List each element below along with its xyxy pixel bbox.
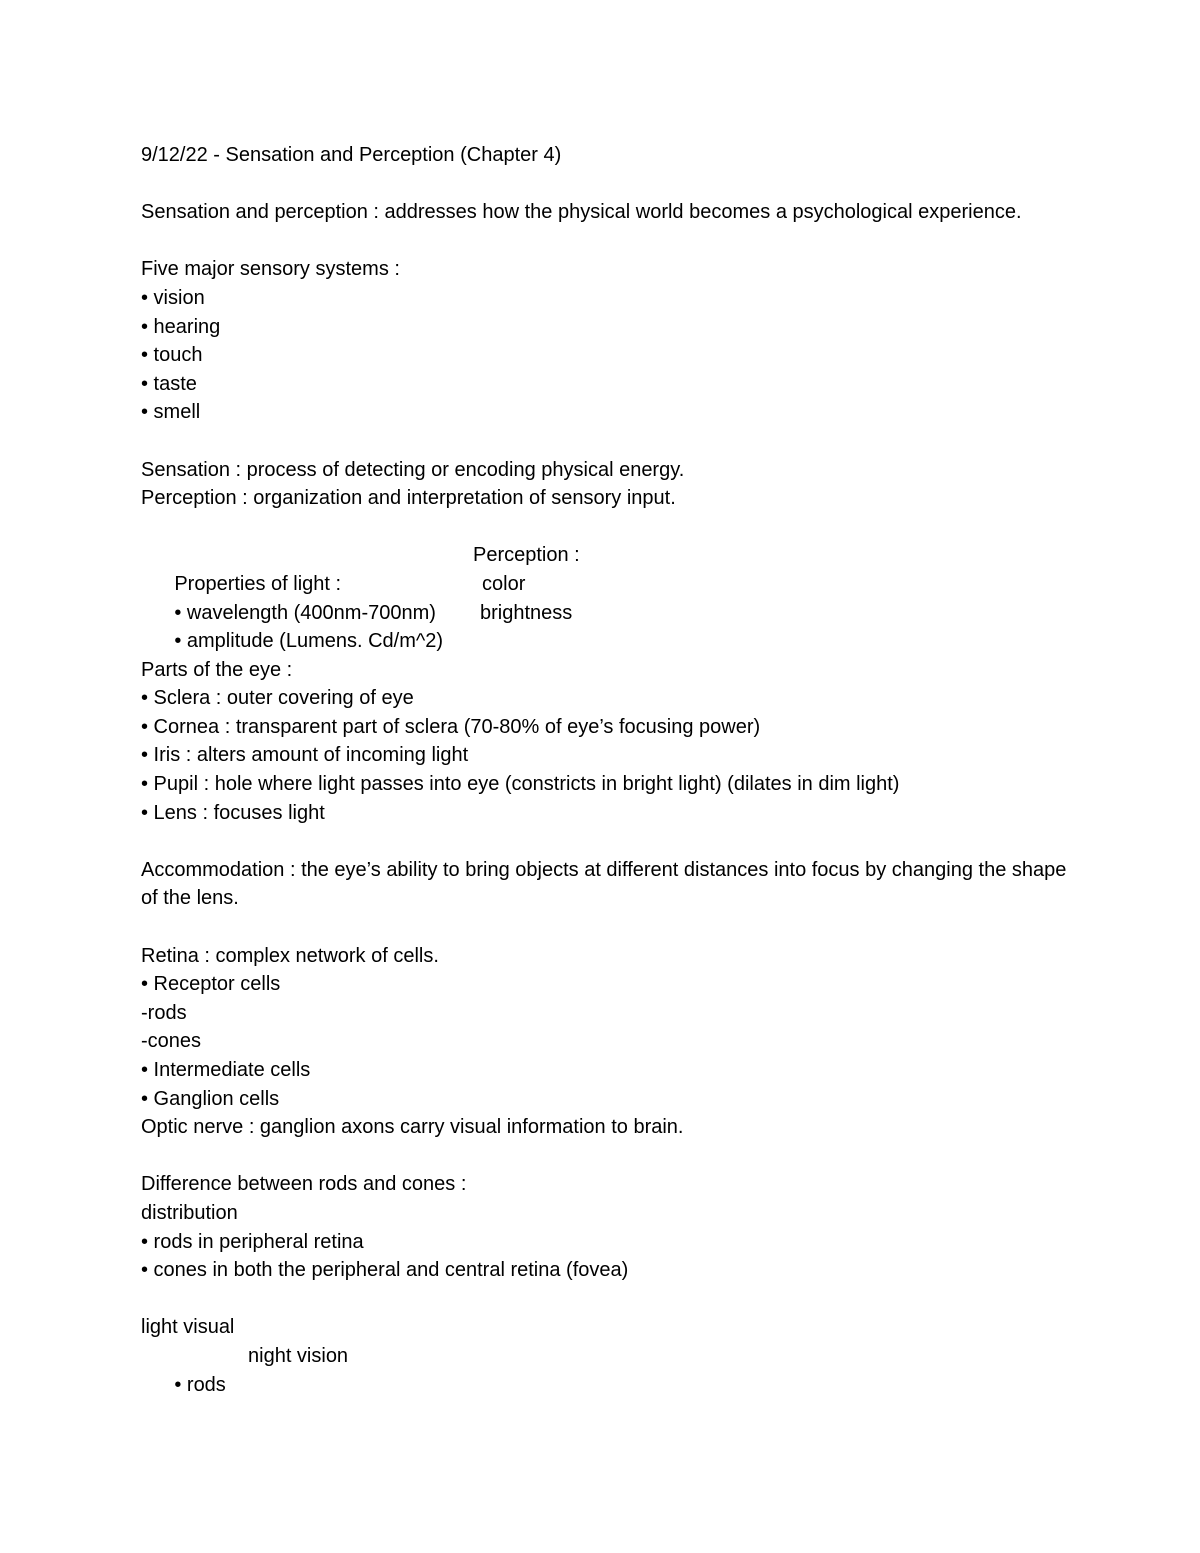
document-body	[141, 141, 1071, 1396]
distribution-subheading: distribution	[141, 1201, 238, 1224]
list-item: • Sclera : outer covering of eye	[141, 687, 414, 710]
eye-parts-heading: Parts of the eye :	[141, 658, 293, 681]
list-item: • Receptor cells	[141, 973, 281, 996]
list-item: • Ganglion cells	[141, 1087, 280, 1110]
light-visual-left: • rods	[174, 1373, 226, 1396]
list-item: • smell	[141, 401, 201, 424]
light-property: • wavelength (400nm-700nm)	[174, 601, 436, 624]
optic-nerve-definition: Optic nerve : ganglion axons carry visual information to brain.	[141, 1116, 684, 1139]
light-table-row	[141, 599, 1071, 653]
spacer	[141, 913, 1071, 942]
list-item: • touch	[141, 344, 203, 367]
page-title: 9/12/22 - Sensation and Perception (Chapter 4)	[141, 144, 562, 166]
accommodation-definition: Accommodation : the eye’s ability to bring objects at different distances into focus by changing the shape of the lens.	[141, 858, 1067, 910]
light-perception-heading: Perception :	[473, 544, 580, 567]
list-item: • Pupil : hole where light passes into eye (constricts in bright light) (dilates in dim light)	[141, 773, 900, 796]
spacer	[141, 427, 1071, 456]
spacer	[141, 227, 1071, 256]
list-item: • taste	[141, 372, 197, 395]
spacer	[141, 1285, 1071, 1314]
sensory-systems-heading: Five major sensory systems :	[141, 258, 400, 281]
list-item: • hearing	[141, 315, 221, 338]
spacer	[141, 170, 1071, 199]
list-item: • Lens : focuses light	[141, 801, 325, 824]
spacer	[141, 513, 1071, 542]
light-visual-row	[141, 1342, 1071, 1396]
sensation-definition: Sensation : process of detecting or encoding physical energy.	[141, 458, 685, 481]
list-item: • Iris : alters amount of incoming light	[141, 744, 469, 767]
intro-definition: Sensation and perception : addresses how the physical world becomes a psychological experience.	[141, 201, 1022, 224]
light-visual-heading: light visual	[141, 1316, 235, 1339]
light-property: • amplitude (Lumens. Cd/m^2)	[174, 630, 444, 653]
spacer	[141, 1142, 1071, 1171]
rods-cones-heading: Difference between rods and cones :	[141, 1173, 467, 1196]
list-item: -cones	[141, 1030, 202, 1053]
light-perception-value: color	[482, 572, 526, 595]
list-item: • rods in peripheral retina	[141, 1230, 364, 1253]
list-item: • cones in both the peripheral and central retina (fovea)	[141, 1259, 629, 1282]
light-perception-value: brightness	[480, 601, 573, 624]
light-properties-heading: Properties of light :	[174, 572, 342, 595]
list-item: • Intermediate cells	[141, 1059, 311, 1081]
list-item: -rods	[141, 1001, 187, 1024]
perception-definition: Perception : organization and interpretation of sensory input.	[141, 487, 676, 510]
retina-heading: Retina : complex network of cells.	[141, 944, 439, 967]
light-visual-right: night vision	[248, 1344, 349, 1367]
spacer	[141, 827, 1071, 856]
list-item: • Cornea : transparent part of sclera (70-80% of eye’s focusing power)	[141, 715, 761, 738]
list-item: • vision	[141, 286, 205, 309]
